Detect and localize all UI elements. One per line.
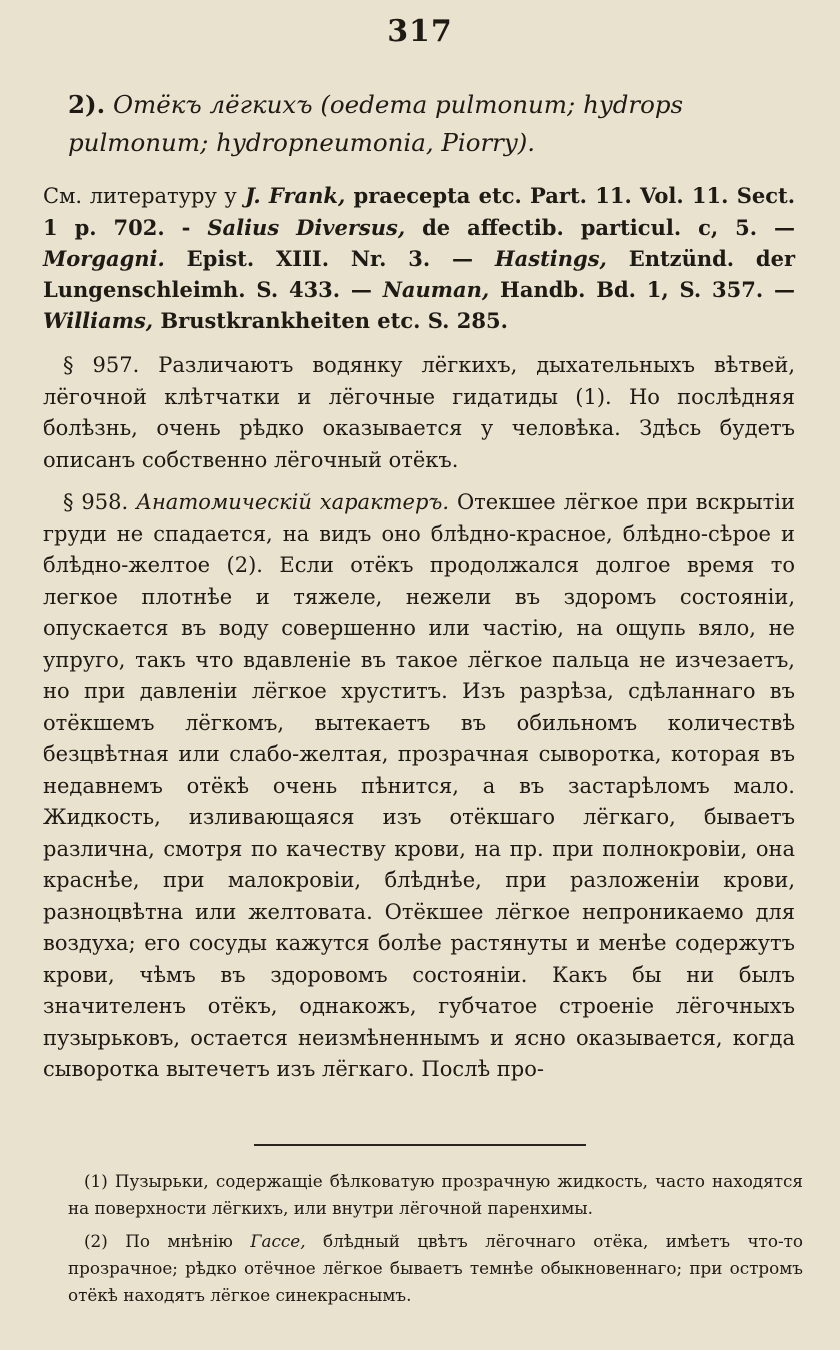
footnote-1: (1) Пузырьки, содержащіе бѣлковатую прозрачную жидкость, часто находятся на поверхности лёгкихъ, или внутри лёгочной паренхимы. [68,1171,803,1218]
footnote-divider [254,1144,586,1146]
ref-author-nauman: Nauman, [382,277,490,303]
section-text-958: Отекшее лёгкое при вскрытіи груди не спадается, на видъ оно блѣдно-красное, блѣдно-сѣрое и блѣдно-желтое (2). Если отёкъ продолжался долгое время то легкое плотнѣе и тяжеле, нежели въ здоромъ состояніи, опускается въ воду совершенно или частію, на ощупь вяло, не упруго, такъ что вдавленіе въ такое лёгкое пальца не изчезаетъ, но при давленіи лёгкое хруститъ. Изъ разрѣза, сдѣланнаго въ отёкшемъ лёгкомъ, вытекаетъ въ обильномъ количествѣ безцвѣтная или слабо-желтая, прозрачная сыворотка, которая въ недавнемъ отёкѣ очень пѣнится, а въ застарѣломъ мало. Жидкость, изливающаяся изъ отёкшаго лёгкаго, бываетъ различна, смотря по качеству крови, на пр. при полнокровіи, она краснѣе, при малокровіи, блѣднѣе, при разложеніи крови, разноцвѣтна или желтовата. Отёкшее лёгкое непроникаемо для воздуха; его сосуды кажутся болѣе растянуты и менѣе содержутъ крови, чѣмъ въ здоровомъ состояніи. Какъ бы ни былъ значителенъ отёкъ, однакожъ, губчатое строеніе лёгочныхъ пузырьковъ, остается неизмѣненнымъ и ясно оказывается, когда сыворотка вытечетъ изъ лёгкаго. Послѣ про- [43,490,796,1081]
ref-text-morgagni: Epist. XIII. Nr. 3. — [186,246,474,272]
paragraph-957: § 957. Различаютъ водянку лёгкихъ, дыхательныхъ вѣтвей, лёгочной клѣтчатки и лёгочные гидатиды (1). Но послѣдняя болѣзнь, очень рѣдко оказывается у человѣка. Здѣсь будетъ описанъ собственно лёгочный отёкъ. [43,353,795,472]
ref-author-frank: J. Frank, [245,183,346,208]
heading-number: 2). [68,90,106,119]
page-number: 317 [387,14,453,49]
ref-text-frank: praecepta etc. Part. 11. Vol. 11. Sect. 1 p. 702. - [43,183,796,241]
ref-author-salius: Salius Diversus, [207,215,406,241]
refs-intro: См. литературу у [43,184,237,208]
footnote-2-prefix: (2) По мнѣнію [84,1230,233,1251]
footnote-2 [68,1228,803,1309]
ref-text-salius: de affectib. particul. c, 5. — [422,215,796,241]
footnote-2-text: блѣдный цвѣтъ лёгочнаго отёка, имѣетъ что-то прозрачное; рѣдко отёчное лёгкое бываетъ темнѣе обыкновеннаго; при остромъ отёкѣ находятъ лёгкое синекраснымъ. [68,1230,803,1305]
paragraph-958 [43,487,795,1086]
ref-author-hastings: Hastings, [494,246,607,272]
ref-text-williams: Brustkrankheiten etc. S. 285. [160,308,508,334]
footnotes [68,1168,803,1314]
section-heading [68,86,803,162]
literature-references [43,180,795,336]
ref-text-hastings: Entzünd. der Lungenschleimh. S. 433. — [43,246,796,303]
ref-author-williams: Williams, [43,308,154,334]
ref-author-morgagni: Morgagni. [43,246,165,272]
ref-text-nauman: Handb. Bd. 1, S. 357. — [500,277,795,303]
heading-title: Отёкъ лёгкихъ (oedema pulmonum; hydrops pulmonum; hydropneumonia, Piorry). [68,90,684,157]
section-title-958: Анатомическій характеръ. [136,490,450,514]
footnote-2-author: Гассе, [250,1230,306,1251]
section-number-958: § 958. [63,490,129,514]
